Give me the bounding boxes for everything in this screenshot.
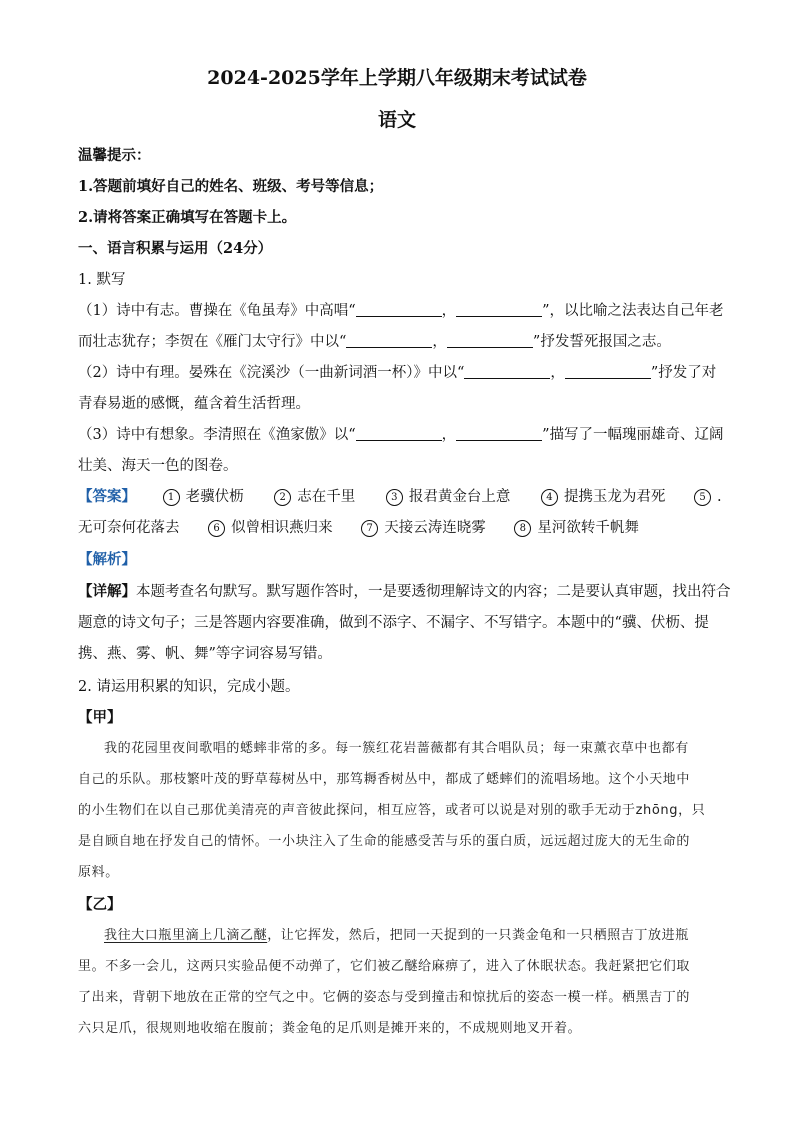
answer-line-2 (78, 517, 718, 539)
passage-yi-line: 六只足爪，很规则地收缩在腹前；粪金龟的足爪则是摊开来的，不成规则地叉开着。 (78, 1021, 582, 1036)
exam-subject: 语文 (377, 109, 416, 131)
section-heading: 一、语言积累与运用（24分） (78, 240, 273, 257)
answer-blank[interactable] (346, 332, 432, 348)
answer-blank[interactable] (464, 363, 550, 379)
answer-blank[interactable] (447, 332, 533, 348)
answer-tag: 【答案】 (78, 488, 136, 505)
answer-blank[interactable] (356, 301, 442, 317)
analysis-line-2: 题意的诗文句子；三是答题内容要准确，做到不添字、不漏字、不写错字。本题中的“骥、伏枥、提 (78, 615, 709, 631)
passage-yi-line: 了出来，背朝下地放在正常的空气之中。它俩的姿态与受到撞击和惊扰后的姿态一模一样。栖黑吉丁的 (78, 990, 691, 1005)
passage-yi-line: 里。不多一会儿，这两只实验品便不动弹了，它们被乙醚给麻痹了，进入了休眠状态。我赶紧把它们取 (78, 959, 691, 974)
passage-yi-line: 我往大口瓶里滴上几滴乙醚，让它挥发，然后，把同一天捉到的一只粪金龟和一只栖照吉丁放进瓶 (104, 928, 689, 943)
passage-jia-tag: 【甲】 (78, 709, 122, 726)
analysis-line-1: 【详解】本题考查名句默写。默写题作答时，一是要透彻理解诗文的内容；二是要认真审题，找出符合 (78, 583, 731, 600)
passage-jia-line: 的小生物们在以自己那优美清亮的声音彼此探问，相互应答，或者可以说是对别的歌手无动于zhōng，只 (78, 803, 706, 818)
answer-item: 7 天接云涛连晓雾 (361, 517, 486, 539)
notice-label: 温馨提示： (78, 147, 151, 164)
answer-blank[interactable] (456, 425, 542, 441)
notice-item-2: 2.请将答案正确填写在答题卡上。 (78, 209, 297, 226)
answer-item: 无可奈何花落去 (78, 520, 180, 536)
analysis-line-3: 携、燕、雾、帆、舞”等字词容易写错。 (78, 646, 332, 662)
q1-part1-line1: （1）诗中有志。曹操在《龟虽寿》中高唱“ ， ”，以比喻之法表达自己年老 (78, 303, 724, 319)
q1-part3-line2: 壮美、海天一色的图卷。 (78, 458, 238, 474)
answer-item: 8 星河欲转千帆舞 (514, 517, 639, 539)
answer-item: 2 志在千里 (274, 486, 355, 508)
answer-item: 3 报君黄金台上意 (386, 486, 511, 508)
passage-jia-line: 自己的乐队。那枝繁叶茂的野草莓树丛中，那笃耨香树丛中，都成了蟋蟀们的流唱场地。这个小天地中 (78, 772, 691, 787)
answer-blank[interactable] (456, 301, 542, 317)
q1-part2-line1: （2）诗中有理。晏殊在《浣溪沙（一曲新词酒一杯）》中以“ ， ”抒发了对 (78, 365, 717, 381)
analysis-tag: 【解析】 (78, 551, 136, 568)
question-2-label: 2. 请运用积累的知识，完成小题。 (78, 679, 300, 695)
exam-title: 2024-2025学年上学期八年级期末考试试卷 (207, 67, 587, 89)
answer-blank[interactable] (565, 363, 651, 379)
answer-item: 1 老骥伏枥 (163, 486, 244, 508)
notice-item-1: 1.答题前填好自己的姓名、班级、考号等信息； (78, 178, 384, 195)
q1-part3-line1: （3）诗中有想象。李清照在《渔家傲》以“ ， ”描写了一幅瑰丽雄奇、辽阔 (78, 427, 724, 443)
passage-jia-line: 我的花园里夜间歌唱的蟋蟀非常的多。每一簇红花岩蔷薇都有其合唱队员；每一束薰衣草中也都有 (104, 741, 689, 756)
underlined-sentence: 我往大口瓶里滴上几滴乙醚 (104, 928, 268, 943)
q1-part2-line2: 青春易逝的感慨，蕴含着生活哲理。 (78, 396, 310, 412)
answer-item: 6 似曾相识燕归来 (208, 517, 333, 539)
answer-item: 5 . (694, 486, 722, 508)
detail-tag: 【详解】 (78, 583, 136, 600)
question-1-label: 1. 默写 (78, 272, 126, 288)
answer-line-1 (78, 486, 722, 508)
passage-jia-line: 原料。 (78, 865, 119, 880)
answer-blank[interactable] (356, 425, 442, 441)
passage-jia-line: 是自顾自地在抒发自己的情怀。一小块注入了生命的能感受苦与乐的蛋白质，远远超过庞大的无生命的 (78, 834, 691, 849)
q1-part1-line2: 而壮志犹存；李贺在《雁门太守行》中以“ ， ”抒发誓死报国之志。 (78, 334, 671, 350)
answer-item: 4 提携玉龙为君死 (541, 486, 666, 508)
passage-yi-tag: 【乙】 (78, 896, 122, 913)
